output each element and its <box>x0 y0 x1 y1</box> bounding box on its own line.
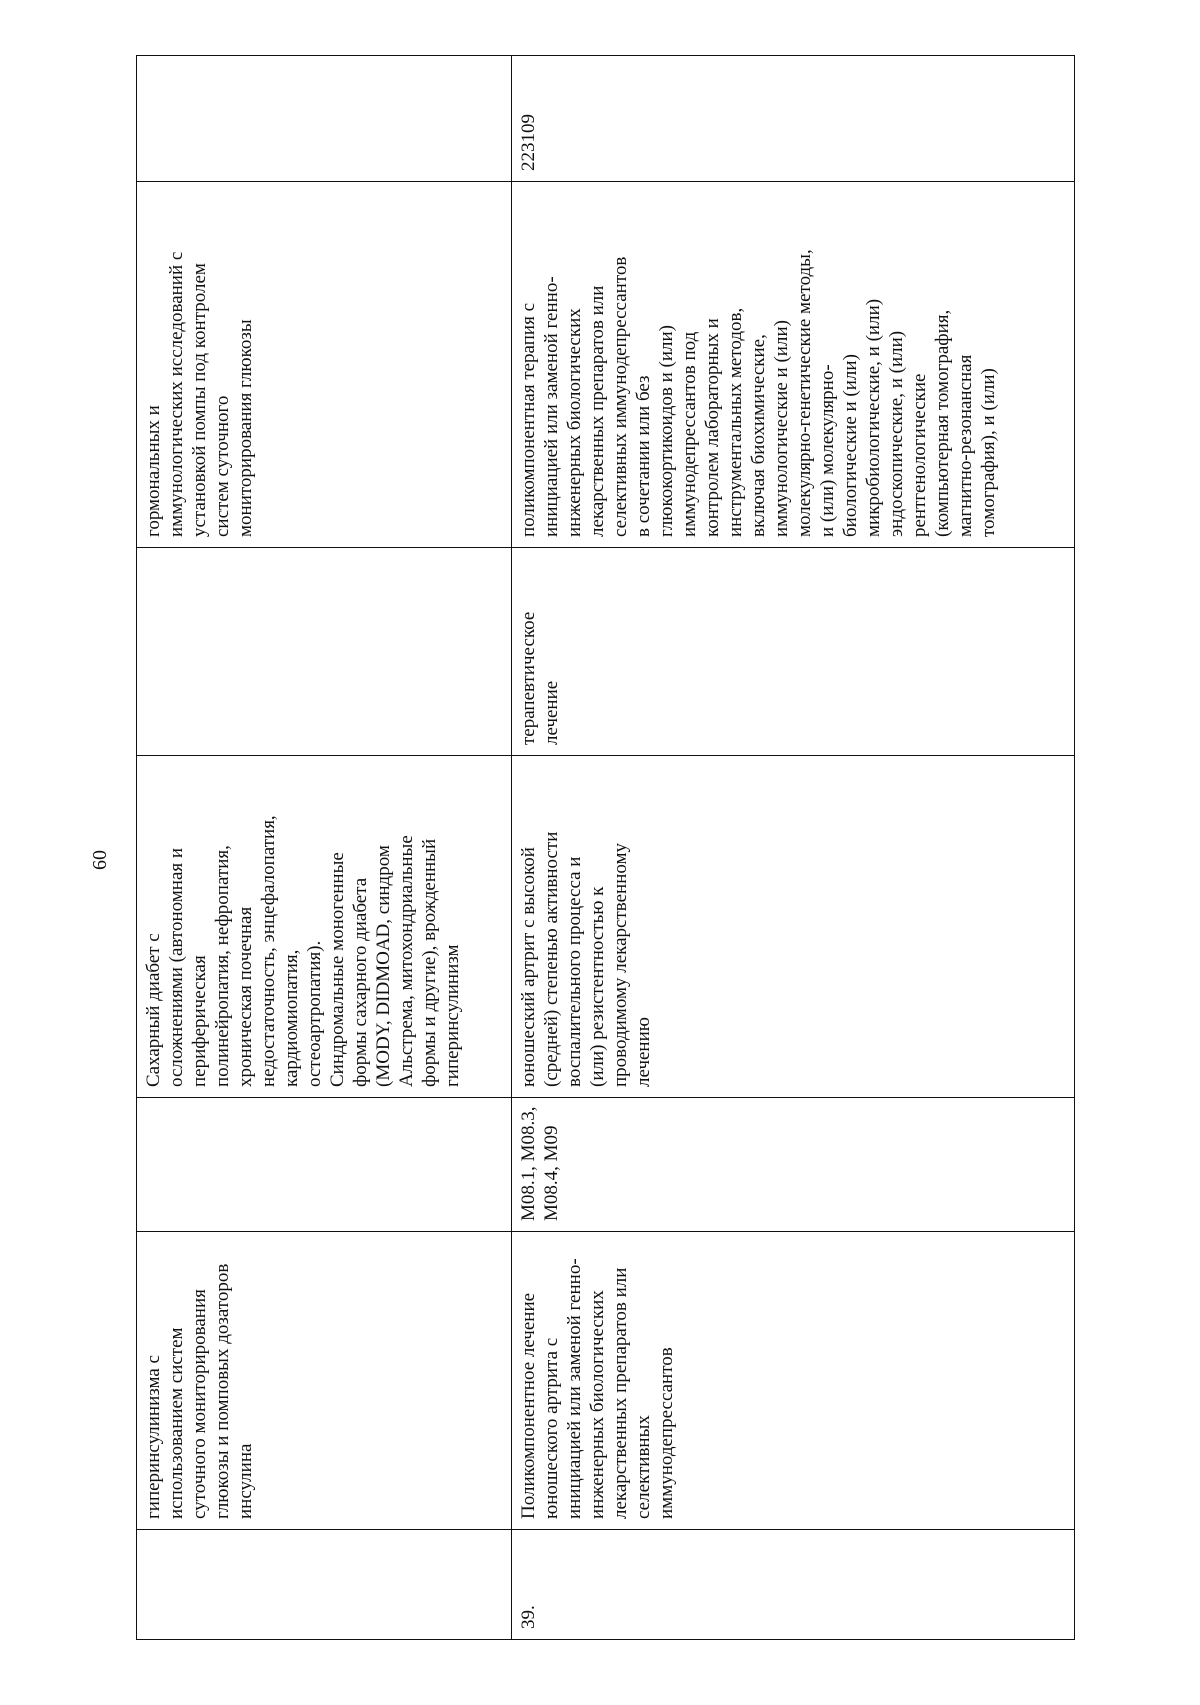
table-row <box>512 56 1075 1640</box>
cell-diagnosis-codes <box>137 1098 512 1232</box>
cell-care-name: гиперинсулинизма с использованием систем суточного мониторирования глюкозы и помповых дозаторов инсулина <box>137 1232 512 1530</box>
cell-cost <box>137 56 512 182</box>
cell-care-name: Поликомпонентное лечение юношеского артрита с инициацией или заменой генно- инженерных биологических лекарственных препаратов или селективных иммунодепрессантов <box>512 1232 1075 1530</box>
cell-diagnosis-codes: M08.1, M08.3, M08.4, M09 <box>512 1098 1075 1232</box>
cell-treatment-type: терапевтическое лечение <box>512 548 1075 756</box>
cell-treatment-type <box>137 548 512 756</box>
cell-patient-model: Сахарный диабет с осложнениями (автономная и периферическая полинейропатия, нефропатия, хроническая почечная недостаточность, энцефалопатия, кардиомиопатия, остеоартропатия). Синдромальные моногенные формы сахарного диабета (MODY, DIDMOAD, синдром Альстрема, митохондриальные формы и другие), врожденный гиперинсулинизм <box>137 756 512 1098</box>
table-row <box>137 56 512 1640</box>
cell-cost: 223109 <box>512 56 1075 182</box>
medical-care-table <box>136 56 1074 1640</box>
cell-treatment-method: гормональных и иммунологических исследований с установкой помпы под контролем систем суточного мониторирования глюкозы <box>137 182 512 548</box>
table <box>136 55 1075 1640</box>
page-number: 60 <box>89 850 111 870</box>
cell-row-number: 39. <box>512 1530 1075 1640</box>
cell-patient-model: юношеский артрит с высокой (средней) степенью активности воспалительного процесса и (или) резистентностью к проводимому лекарственному лечению <box>512 756 1075 1098</box>
cell-row-number <box>137 1530 512 1640</box>
cell-treatment-method: поликомпонентная терапия с инициацией или заменой генно- инженерных биологических лекарственных препаратов или селективных иммунодепрессантов в сочетании или без глюкокортикоидов и (или) иммунодепрессантов под контролем лабораторных и инструментальных методов, включая биохимические, иммунологические и (или) молекулярно-генетические методы, и (или) молекулярно- биологические и (или) микробиологические, и (или) эндоскопические, и (или) рентгенологические (компьютерная томография, магнитно-резонансная томография), и (или) <box>512 182 1075 548</box>
